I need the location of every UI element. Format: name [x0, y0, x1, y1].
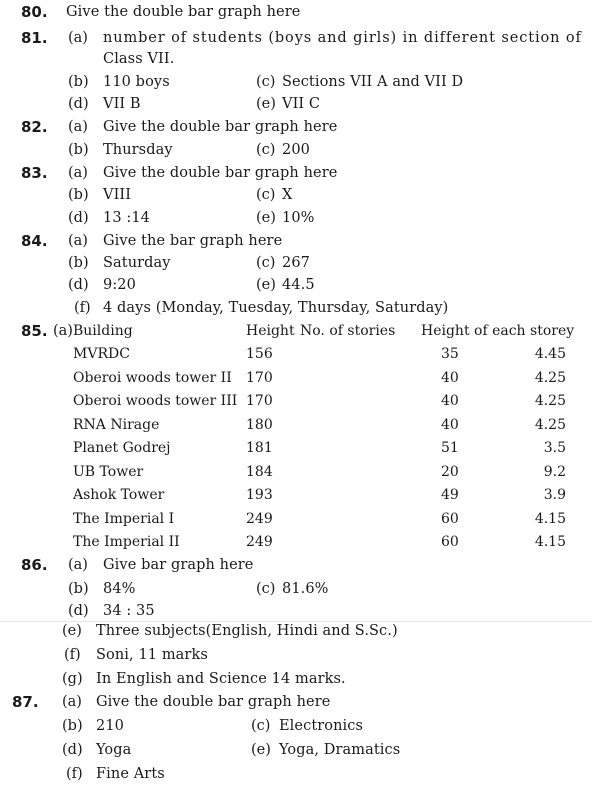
question-number-81: 81. — [21, 29, 48, 47]
answer-85-a-label: (a) — [53, 323, 73, 339]
building-name-cell: Oberoi woods tower III — [73, 393, 238, 409]
table-header-storey-height: Height of each storey — [421, 323, 575, 339]
building-name-cell: UB Tower — [73, 463, 144, 480]
building-name-cell: Oberoi woods tower II — [73, 369, 232, 386]
answer-83-a-label: (a) — [68, 165, 88, 181]
answer-81-b-label: (b) — [68, 74, 89, 90]
answer-82-a: Give the double bar graph here — [103, 119, 338, 135]
answer-84-c: 267 — [282, 255, 310, 271]
height-cell: 170 — [246, 393, 273, 409]
answer-86-a-label: (a) — [68, 557, 88, 573]
height-cell: 180 — [246, 416, 273, 433]
storey-height-cell: 9.2 — [543, 463, 566, 480]
stories-cell: 35 — [441, 346, 459, 362]
stories-cell: 60 — [441, 534, 459, 550]
answer-84-f-label: (f) — [74, 300, 91, 316]
stories-cell: 40 — [441, 393, 459, 409]
answer-82-c-label: (c) — [256, 142, 276, 158]
table-header-stories: No. of stories — [300, 323, 396, 339]
stories-cell: 49 — [441, 487, 459, 503]
answer-87-d: Yoga — [96, 742, 132, 758]
answer-84-b: Saturday — [103, 255, 171, 271]
answer-81-a-line2: Class VII. — [103, 51, 175, 67]
answer-86-c: 81.6% — [282, 581, 329, 597]
answer-86-g: In English and Science 14 marks. — [96, 671, 346, 687]
answer-84-f: 4 days (Monday, Tuesday, Thursday, Saturday) — [103, 300, 449, 316]
answer-82-b: Thursday — [103, 142, 173, 158]
question-number-80: 80. — [21, 3, 48, 21]
question-number-85: 85. — [21, 322, 48, 340]
stories-cell: 51 — [441, 440, 459, 456]
answer-83-c: X — [282, 187, 293, 203]
storey-height-cell: 4.15 — [534, 510, 566, 527]
question-number-87: 87. — [12, 693, 39, 711]
storey-height-cell: 4.25 — [534, 416, 566, 433]
table-header-building: Building — [73, 323, 133, 339]
answer-82-a-label: (a) — [68, 119, 88, 135]
answer-86-a: Give bar graph here — [103, 557, 254, 573]
building-name-cell: Ashok Tower — [73, 487, 165, 503]
answer-84-e-label: (e) — [256, 277, 276, 293]
storey-height-cell: 4.25 — [534, 369, 566, 386]
building-name-cell: Planet Godrej — [73, 440, 171, 456]
stories-cell: 40 — [441, 369, 459, 386]
answer-81-d-label: (d) — [68, 96, 89, 112]
answer-86-b-label: (b) — [68, 581, 89, 597]
height-cell: 193 — [246, 487, 273, 503]
question-number-84: 84. — [21, 232, 48, 250]
answer-86-f: Soni, 11 marks — [96, 647, 208, 663]
answer-84-e: 44.5 — [282, 277, 315, 293]
answer-86-d-label: (d) — [68, 603, 89, 619]
answer-83-a: Give the double bar graph here — [103, 165, 338, 181]
answer-86-c-label: (c) — [256, 581, 276, 597]
answer-84-a-label: (a) — [68, 233, 88, 249]
answer-87-b-label: (b) — [62, 718, 83, 734]
answer-84-d: 9:20 — [103, 277, 136, 293]
answer-87-e-label: (e) — [251, 742, 271, 758]
height-cell: 249 — [246, 510, 273, 527]
answer-87-b: 210 — [96, 718, 124, 734]
answer-87-f-label: (f) — [66, 766, 83, 782]
answer-82-c: 200 — [282, 142, 310, 158]
storey-height-cell: 4.15 — [534, 534, 566, 550]
answer-84-b-label: (b) — [68, 255, 89, 271]
table-header-height: Height — [246, 323, 295, 339]
answer-87-a-label: (a) — [62, 694, 82, 710]
storey-height-cell: 3.5 — [543, 440, 566, 456]
answer-81-a-line1: number of students (boys and girls) in different section of — [103, 30, 582, 46]
answer-86-e: Three subjects(English, Hindi and S.Sc.) — [96, 623, 398, 639]
answer-86-f-label: (f) — [64, 647, 81, 663]
answer-81-c: Sections VII A and VII D — [282, 74, 464, 90]
answer-87-a: Give the double bar graph here — [96, 694, 331, 710]
answer-86-d: 34 : 35 — [103, 603, 155, 619]
building-name-cell: The Imperial I — [73, 510, 175, 527]
answer-81-e-label: (e) — [256, 96, 276, 112]
answer-81-a-label: (a) — [68, 30, 88, 46]
answer-83-c-label: (c) — [256, 187, 276, 203]
storey-height-cell: 4.45 — [534, 346, 566, 362]
height-cell: 156 — [246, 346, 273, 362]
answer-81-e: VII C — [282, 96, 321, 112]
answer-86-e-label: (e) — [62, 623, 82, 639]
answer-84-d-label: (d) — [68, 277, 89, 293]
answer-84-a: Give the bar graph here — [103, 233, 283, 249]
answer-83-b: VIII — [103, 187, 132, 203]
stories-cell: 20 — [441, 463, 459, 480]
stories-cell: 60 — [441, 510, 459, 527]
answer-83-d: 13 :14 — [103, 210, 150, 226]
building-name-cell: MVRDC — [73, 346, 130, 362]
answer-87-e: Yoga, Dramatics — [279, 742, 401, 758]
height-cell: 249 — [246, 534, 273, 550]
answer-87-f: Fine Arts — [96, 766, 165, 782]
answer-83-e: 10% — [282, 210, 315, 226]
question-number-82: 82. — [21, 118, 48, 136]
answer-81-c-label: (c) — [256, 74, 276, 90]
answer-80: Give the double bar graph here — [66, 4, 301, 20]
height-cell: 184 — [246, 463, 273, 480]
building-name-cell: The Imperial II — [73, 534, 180, 550]
storey-height-cell: 4.25 — [534, 393, 566, 409]
answer-86-g-label: (g) — [62, 671, 83, 687]
question-number-83: 83. — [21, 164, 48, 182]
storey-height-cell: 3.9 — [543, 487, 566, 503]
answer-87-c: Electronics — [279, 718, 364, 734]
answer-83-b-label: (b) — [68, 187, 89, 203]
answer-82-b-label: (b) — [68, 142, 89, 158]
question-number-86: 86. — [21, 556, 48, 574]
answer-83-e-label: (e) — [256, 210, 276, 226]
answer-83-d-label: (d) — [68, 210, 89, 226]
height-cell: 181 — [246, 440, 273, 456]
answer-87-c-label: (c) — [251, 718, 271, 734]
answer-81-d: VII B — [103, 96, 141, 112]
answer-86-b: 84% — [103, 581, 136, 597]
answer-84-c-label: (c) — [256, 255, 276, 271]
stories-cell: 40 — [441, 416, 459, 433]
building-name-cell: RNA Nirage — [73, 416, 160, 433]
height-cell: 170 — [246, 369, 273, 386]
answer-81-b: 110 boys — [103, 74, 170, 90]
answer-87-d-label: (d) — [62, 742, 83, 758]
